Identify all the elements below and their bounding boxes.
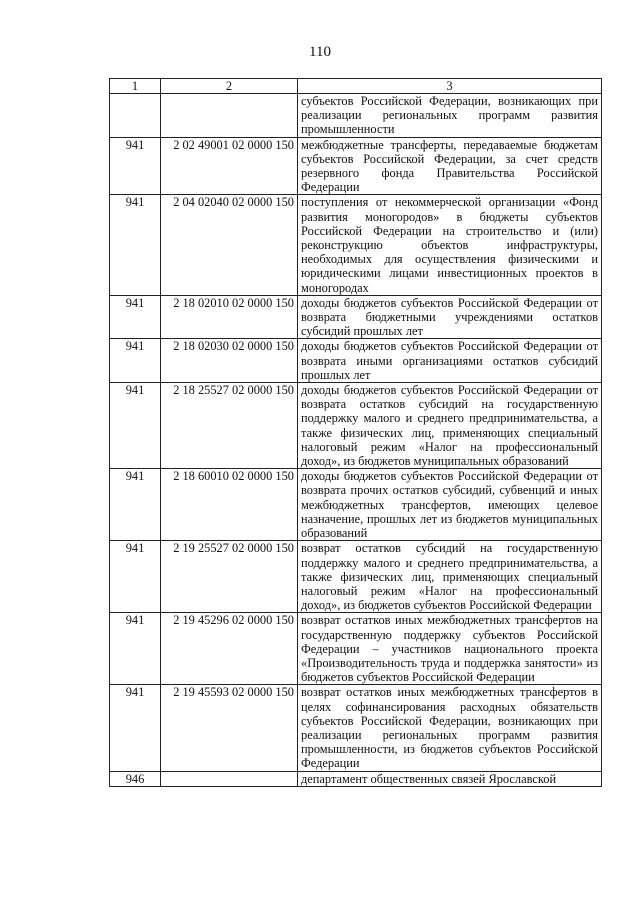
table-row	[110, 469, 602, 541]
classification-code-cell: 2 19 45296 02 0000 150	[161, 613, 298, 685]
classification-code-cell: 2 19 25527 02 0000 150	[161, 541, 298, 613]
column-header-2: 2	[161, 79, 298, 94]
classification-code-cell: 2 02 49001 02 0000 150	[161, 137, 298, 195]
table-row	[110, 771, 602, 786]
column-header-1: 1	[110, 79, 161, 94]
description-cell: доходы бюджетов субъектов Российской Федерации от возврата бюджетными учреждениями остатков субсидий прошлых лет	[298, 295, 602, 339]
description-cell: возврат остатков субсидий на государственную поддержку малого и среднего предпринимательства, а также физических лиц, применяющих специальный налоговый режим «Налог на профессиональный доход», из бюджетов субъектов Российской Федерации	[298, 541, 602, 613]
description-cell: поступления от некоммерческой организации «Фонд развития моногородов» в бюджеты субъектов Российской Федерации на строительство и (или) реконструкцию объектов инфраструктуры, необходимых для осуществления физическими и юридическими лицами инвестиционных проектов в моногородах	[298, 195, 602, 295]
admin-code-cell: 941	[110, 541, 161, 613]
admin-code-cell: 941	[110, 469, 161, 541]
admin-code-cell: 941	[110, 195, 161, 295]
admin-code-cell	[110, 94, 161, 138]
description-cell: доходы бюджетов субъектов Российской Федерации от возврата остатков субсидий на государственную поддержку малого и среднего предпринимательства, а также физических лиц, применяющих специальный налоговый режим «Налог на профессиональный доход», из бюджетов муниципальных образований	[298, 383, 602, 469]
table-row	[110, 137, 602, 195]
description-cell: возврат остатков иных межбюджетных трансфертов в целях софинансирования расходных обязательств субъектов Российской Федерации, возникающих при реализации региональных программ развития промышленности, из бюджетов субъектов Российской Федерации	[298, 685, 602, 771]
table-row	[110, 295, 602, 339]
admin-code-cell: 941	[110, 295, 161, 339]
table-row	[110, 541, 602, 613]
description-cell: доходы бюджетов субъектов Российской Федерации от возврата иными организациями остатков субсидий прошлых лет	[298, 339, 602, 383]
classification-code-cell: 2 18 25527 02 0000 150	[161, 383, 298, 469]
description-cell: доходы бюджетов субъектов Российской Федерации от возврата прочих остатков субсидий, субвенций и иных межбюджетных трансфертов, имеющих целевое назначение, прошлых лет из бюджетов муниципальных образований	[298, 469, 602, 541]
description-cell: департамент общественных связей Ярославской	[298, 771, 602, 786]
admin-code-cell: 941	[110, 685, 161, 771]
classification-code-cell: 2 18 60010 02 0000 150	[161, 469, 298, 541]
admin-code-cell: 941	[110, 613, 161, 685]
admin-code-cell: 946	[110, 771, 161, 786]
table-row	[110, 685, 602, 771]
table-row	[110, 383, 602, 469]
classification-code-cell	[161, 94, 298, 138]
classification-code-cell: 2 18 02030 02 0000 150	[161, 339, 298, 383]
table-row	[110, 195, 602, 295]
classification-code-cell	[161, 771, 298, 786]
description-cell: возврат остатков иных межбюджетных трансфертов на государственную поддержку субъектов Российской Федерации – участников национального проекта «Производительность труда и поддержка занятости» из бюджетов субъектов Российской Федерации	[298, 613, 602, 685]
classification-code-cell: 2 18 02010 02 0000 150	[161, 295, 298, 339]
admin-code-cell: 941	[110, 339, 161, 383]
table-row	[110, 613, 602, 685]
description-cell: межбюджетные трансферты, передаваемые бюджетам субъектов Российской Федерации, за счет средств резервного фонда Правительства Российской Федерации	[298, 137, 602, 195]
classification-code-cell: 2 04 02040 02 0000 150	[161, 195, 298, 295]
revenue-codes-table	[109, 78, 602, 787]
classification-code-cell: 2 19 45593 02 0000 150	[161, 685, 298, 771]
admin-code-cell: 941	[110, 137, 161, 195]
table-row	[110, 94, 602, 138]
table-row	[110, 339, 602, 383]
table-header-row	[110, 79, 602, 94]
admin-code-cell: 941	[110, 383, 161, 469]
column-header-3: 3	[298, 79, 602, 94]
page-number: 110	[309, 44, 331, 60]
description-cell: субъектов Российской Федерации, возникающих при реализации региональных программ развития промышленности	[298, 94, 602, 138]
